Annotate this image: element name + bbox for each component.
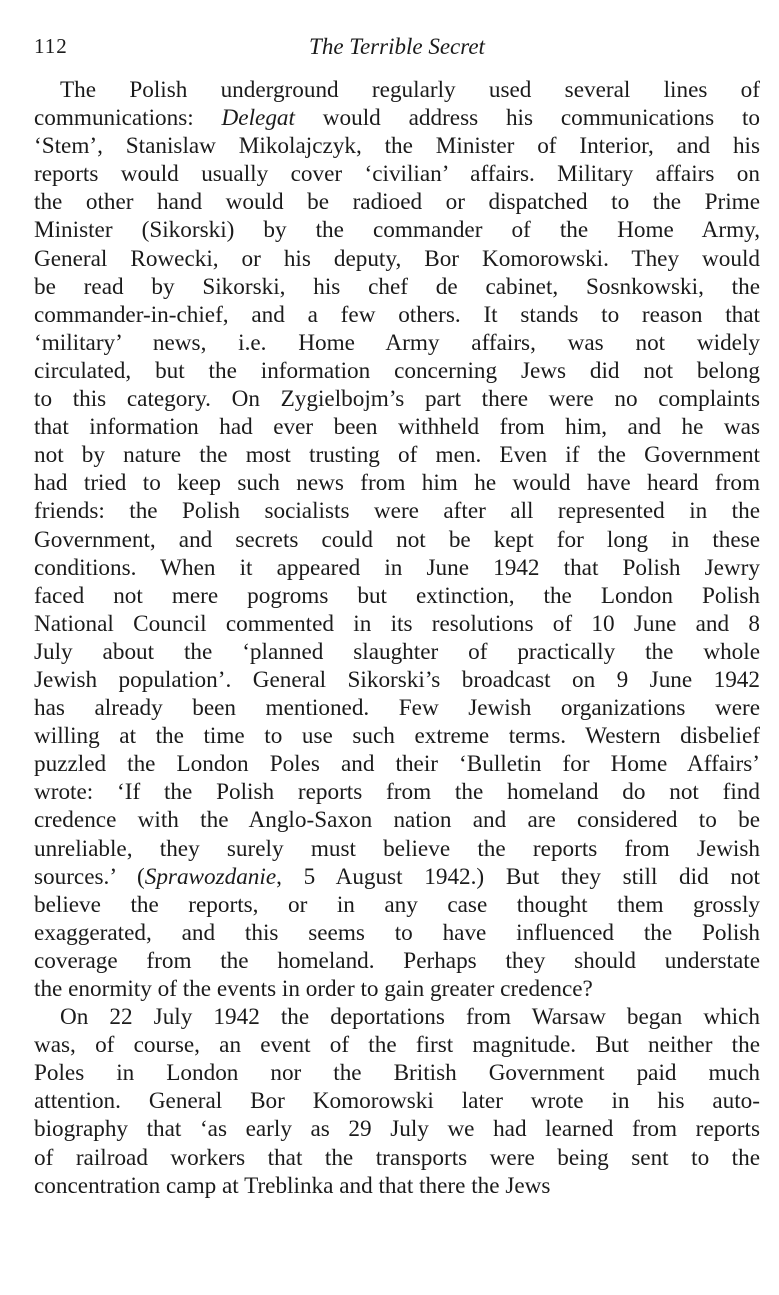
text-line: faced not mere pogroms but extinction, the London Polish [34,582,760,609]
text-line: coverage from the homeland. Perhaps they should understate [34,947,760,974]
text-line: reports would usually cover ‘civilian’ affairs. Military affairs on [34,161,760,188]
text-line: concentration camp at Treblinka and that there the Jews [34,1172,551,1199]
text-line: communications: Delegat would address his communications to [34,105,760,132]
text-line: the enormity of the events in order to gain greater credence? [34,976,593,1002]
text-line: was, of course, an event of the first magnitude. But neither the [34,1032,760,1059]
text-line: General Rowecki, or his deputy, Bor Komorowski. They would [34,245,760,272]
book-page [34,34,760,1200]
text-line: believe the reports, or in any case thought them grossly [34,891,760,918]
text-line: July about the ‘planned slaughter of practically the whole [34,638,760,665]
text-line: The Polish underground regularly used several lines of [60,77,760,103]
text-line: ‘military’ news, i.e. Home Army affairs, was not widely [34,329,760,356]
text-line: of railroad workers that the transports were being sent to the [34,1144,760,1171]
text-line: biography that ‘as early as 29 July we had learned from reports [34,1116,760,1143]
running-title: The Terrible Secret [309,34,485,59]
text-line: to this category. On Zygielbojm’s part there were no complaints [34,386,760,413]
paragraph-1 [34,76,760,1003]
text-line: wrote: ‘If the Polish reports from the homeland do not find [34,779,760,806]
text-line: the other hand would be radioed or dispatched to the Prime [34,189,760,216]
text-line: Minister (Sikorski) by the commander of the Home Army, [34,217,760,244]
text-line: attention. General Bor Komorowski later wrote in his auto- [34,1088,760,1115]
text-line: unreliable, they surely must believe the reports from Jewish [34,835,760,862]
text-line: be read by Sikorski, his chef de cabinet, Sosnkowski, the [34,273,760,300]
text-line: exaggerated, and this seems to have influenced the Polish [34,919,760,946]
text-line: commander-in-chief, and a few others. It stands to reason that [34,301,760,328]
running-head [34,34,760,68]
text-line: has already been mentioned. Few Jewish organizations were [34,695,760,722]
text-line: Jewish population’. General Sikorski’s broadcast on 9 June 1942 [34,666,760,693]
paragraph-2 [34,1003,760,1200]
text-line: conditions. When it appeared in June 1942 that Polish Jewry [34,554,760,581]
text-line: friends: the Polish socialists were after all represented in the [34,498,760,525]
text-line: credence with the Anglo-Saxon nation and are considered to be [34,807,760,834]
text-line: puzzled the London Poles and their ‘Bulletin for Home Affairs’ [34,751,760,778]
text-line: willing at the time to use such extreme terms. Western disbelief [34,723,760,750]
page-number: 112 [34,34,68,58]
text-line: had tried to keep such news from him he would have heard from [34,470,760,497]
text-line: circulated, but the information concerning Jews did not belong [34,357,760,384]
text-line: National Council commented in its resolutions of 10 June and 8 [34,610,760,637]
text-line: Poles in London nor the British Government paid much [34,1060,760,1087]
text-line: ‘Stem’, Stanislaw Mikolajczyk, the Minister of Interior, and his [34,133,760,160]
text-line: not by nature the most trusting of men. Even if the Government [34,442,760,469]
text-line: that information had ever been withheld from him, and he was [34,414,760,441]
text-line: Government, and secrets could not be kept for long in these [34,526,760,553]
body-text [34,76,760,1200]
text-line: sources.’ (Sprawozdanie, 5 August 1942.) But they still did not [34,863,760,890]
text-line: On 22 July 1942 the deportations from Warsaw began which [60,1004,760,1031]
